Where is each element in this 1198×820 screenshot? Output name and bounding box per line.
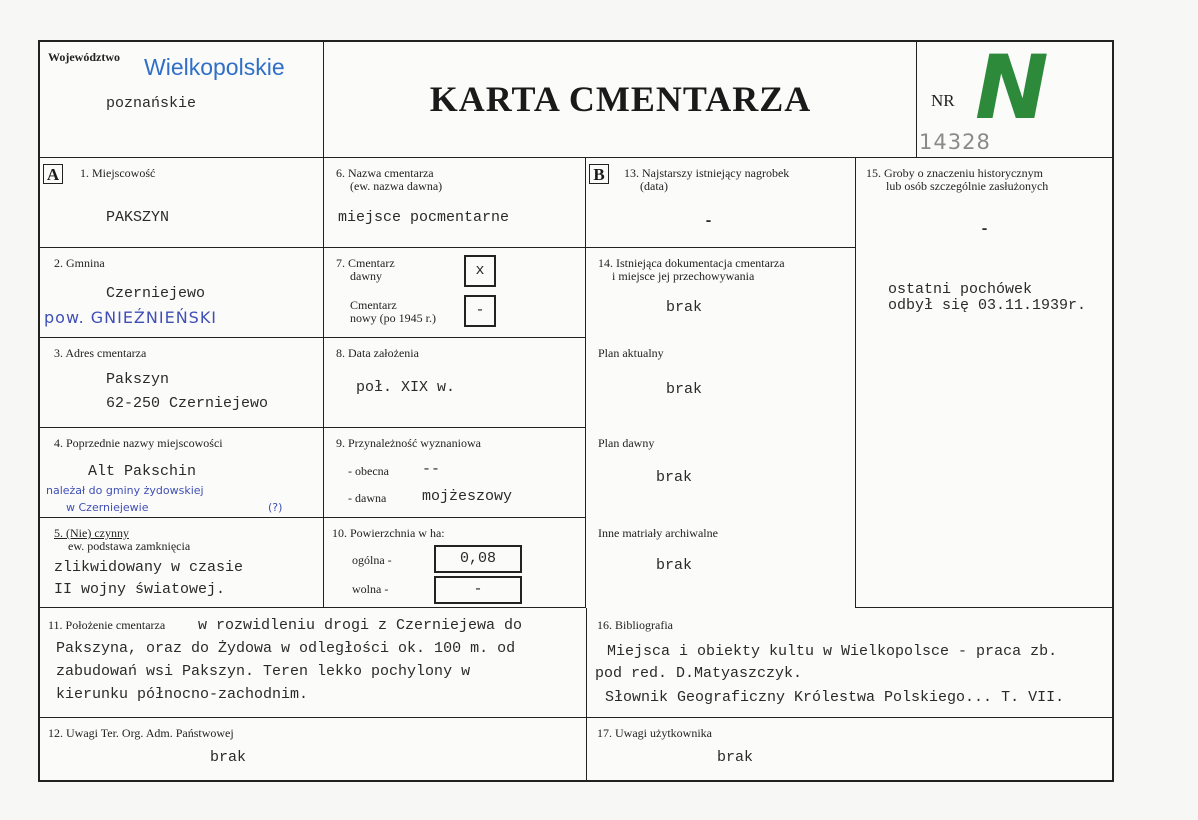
- card-title: KARTA CMENTARZA: [429, 79, 812, 119]
- field-5-cell: [40, 518, 324, 608]
- field-14-cell: [586, 248, 856, 608]
- section-b-marker: B: [589, 164, 609, 184]
- field-8-value: poł. XIX w.: [356, 379, 456, 396]
- field-2-cell: [40, 248, 324, 338]
- field-4-handwritten-3: (?): [268, 501, 283, 514]
- field-4-cell: [40, 428, 324, 518]
- field-17-cell: [587, 718, 1112, 780]
- field-6-sublabel: (ew. nazwa dawna): [350, 179, 443, 193]
- section-a-marker: A: [43, 164, 63, 184]
- field-9-current-value: --: [422, 461, 441, 478]
- field-13-label: 13. Najstarszy istniejący nagrobek: [624, 166, 790, 180]
- field-14-label: 14. Istniejąca dokumentacja cmentarza: [598, 256, 785, 270]
- voivodeship-label-text: Województwo: [48, 50, 120, 64]
- field-5-label: 5. (Nie) czynny: [54, 526, 129, 540]
- field-12-value: brak: [210, 749, 247, 766]
- field-7-nowy-sublabel: nowy (po 1945 r.): [350, 311, 436, 325]
- field-13-value: -: [704, 213, 714, 230]
- field-14-value: brak: [666, 299, 703, 316]
- field-1-value: PAKSZYN: [106, 209, 170, 226]
- field-11-label: 11. Położenie cmentarza: [48, 618, 166, 632]
- other-archives-label: Inne matriały archiwalne: [598, 526, 718, 540]
- field-9-former-value: mojżeszowy: [422, 488, 513, 505]
- field-17-label: 17. Uwagi użytkownika: [597, 726, 712, 740]
- field-15-sublabel: lub osób szczególnie zasłużonych: [886, 179, 1049, 193]
- field-5-line2: II wojny światowej.: [54, 581, 226, 598]
- field-13-sublabel: (data): [640, 179, 668, 193]
- field-15-note-line2: odbył się 03.11.1939r.: [888, 297, 1087, 314]
- field-7-nowy-label: Cmentarz: [350, 298, 397, 312]
- field-16-line3: Słownik Geograficzny Królestwa Polskiego... T. VII.: [605, 689, 1065, 706]
- field-6-value: miejsce pocmentarne: [338, 209, 510, 226]
- field-8-label: 8. Data założenia: [336, 346, 419, 360]
- number-stamp: N: [975, 36, 1049, 139]
- field-15-cell: [856, 158, 1112, 608]
- field-10-free-label: wolna -: [352, 582, 389, 596]
- field-9-current-label: - obecna: [348, 464, 389, 478]
- cemetery-card: [38, 36, 1114, 782]
- field-3-line1: Pakszyn: [106, 371, 170, 388]
- field-12-label: 12. Uwagi Ter. Org. Adm. Państwowej: [48, 726, 234, 740]
- field-10-label: 10. Powierzchnia w ha:: [332, 526, 445, 540]
- current-plan-value: brak: [666, 381, 703, 398]
- field-10-cell: [324, 518, 586, 608]
- field-3-label: 3. Adres cmentarza: [54, 346, 147, 360]
- field-7-label: 7. Cmentarz: [336, 256, 395, 270]
- area-total-box[interactable]: 0,08: [434, 545, 522, 573]
- field-11-line4: kierunku północno-zachodnim.: [56, 686, 309, 703]
- voivodeship-stamp: Wielkopolskie: [144, 54, 285, 80]
- field-6-label: 6. Nazwa cmentarza: [336, 166, 434, 180]
- field-16-label: 16. Bibliografia: [597, 618, 673, 632]
- field-7-dawny-label: dawny: [350, 269, 382, 283]
- checkbox-new-cemetery[interactable]: -: [464, 295, 496, 327]
- number-label: NR: [931, 91, 955, 110]
- field-11-cell: [40, 608, 587, 718]
- field-2-handwritten: pow. GNIEŹNIEŃSKI: [44, 308, 218, 327]
- field-5-sublabel: ew. podstawa zamknięcia: [68, 539, 191, 553]
- old-plan-label: Plan dawny: [598, 436, 655, 450]
- voivodeship-cell: [40, 42, 324, 158]
- field-16-line2: pod red. D.Matyaszczyk.: [595, 665, 803, 682]
- field-11-line1: w rozwidleniu drogi z Czerniejewa do: [198, 617, 523, 634]
- field-1-label: 1. Miejscowość: [80, 166, 156, 180]
- field-11-line3: zabudowań wsi Pakszyn. Teren lekko pochylony w: [56, 663, 471, 680]
- field-5-line1: zlikwidowany w czasie: [54, 559, 244, 576]
- field-15-label: 15. Groby o znaczeniu historycznym: [866, 166, 1043, 180]
- number-cell: [917, 36, 1112, 158]
- number-handwritten: 14328: [919, 130, 991, 154]
- field-10-total-label: ogólna -: [352, 553, 392, 567]
- field-7-cell: [324, 248, 586, 338]
- field-3-line2: 62-250 Czerniejewo: [106, 395, 269, 412]
- field-16-line1: Miejsca i obiekty kultu w Wielkopolsce - praca zb.: [607, 643, 1058, 660]
- field-3-cell: [40, 338, 324, 428]
- field-12-cell: [40, 718, 587, 780]
- field-9-label: 9. Przynależność wyznaniowa: [336, 436, 481, 450]
- field-9-cell: [324, 428, 586, 518]
- current-plan-label: Plan aktualny: [598, 346, 664, 360]
- field-9-former-label: - dawna: [348, 491, 387, 505]
- other-archives-value: brak: [656, 557, 693, 574]
- voivodeship-old: poznańskie: [106, 95, 197, 112]
- field-8-cell: [324, 338, 586, 428]
- field-13-cell: [586, 158, 856, 248]
- field-4-handwritten-2: w Czerniejewie: [66, 501, 149, 514]
- old-plan-value: brak: [656, 469, 693, 486]
- field-15-note-line1: ostatni pochówek: [888, 281, 1033, 298]
- field-17-value: brak: [717, 749, 754, 766]
- field-6-cell: [324, 158, 586, 248]
- field-2-value: Czerniejewo: [106, 285, 206, 302]
- field-11-line2: Pakszyna, oraz do Żydowa w odległości ok. 100 m. od: [56, 640, 516, 657]
- checkbox-old-cemetery[interactable]: x: [464, 255, 496, 287]
- field-4-handwritten-1: należał do gminy żydowskiej: [46, 484, 204, 497]
- field-14-sublabel: i miejsce jej przechowywania: [612, 269, 755, 283]
- field-4-value: Alt Pakschin: [88, 463, 197, 480]
- field-15-value: -: [980, 221, 990, 238]
- field-16-cell: [587, 608, 1112, 718]
- field-4-label: 4. Poprzednie nazwy miejscowości: [54, 436, 223, 450]
- title-cell: [324, 42, 917, 158]
- area-free-box[interactable]: -: [434, 576, 522, 604]
- field-1-cell: [40, 158, 324, 248]
- field-2-label: 2. Gmnina: [54, 256, 105, 270]
